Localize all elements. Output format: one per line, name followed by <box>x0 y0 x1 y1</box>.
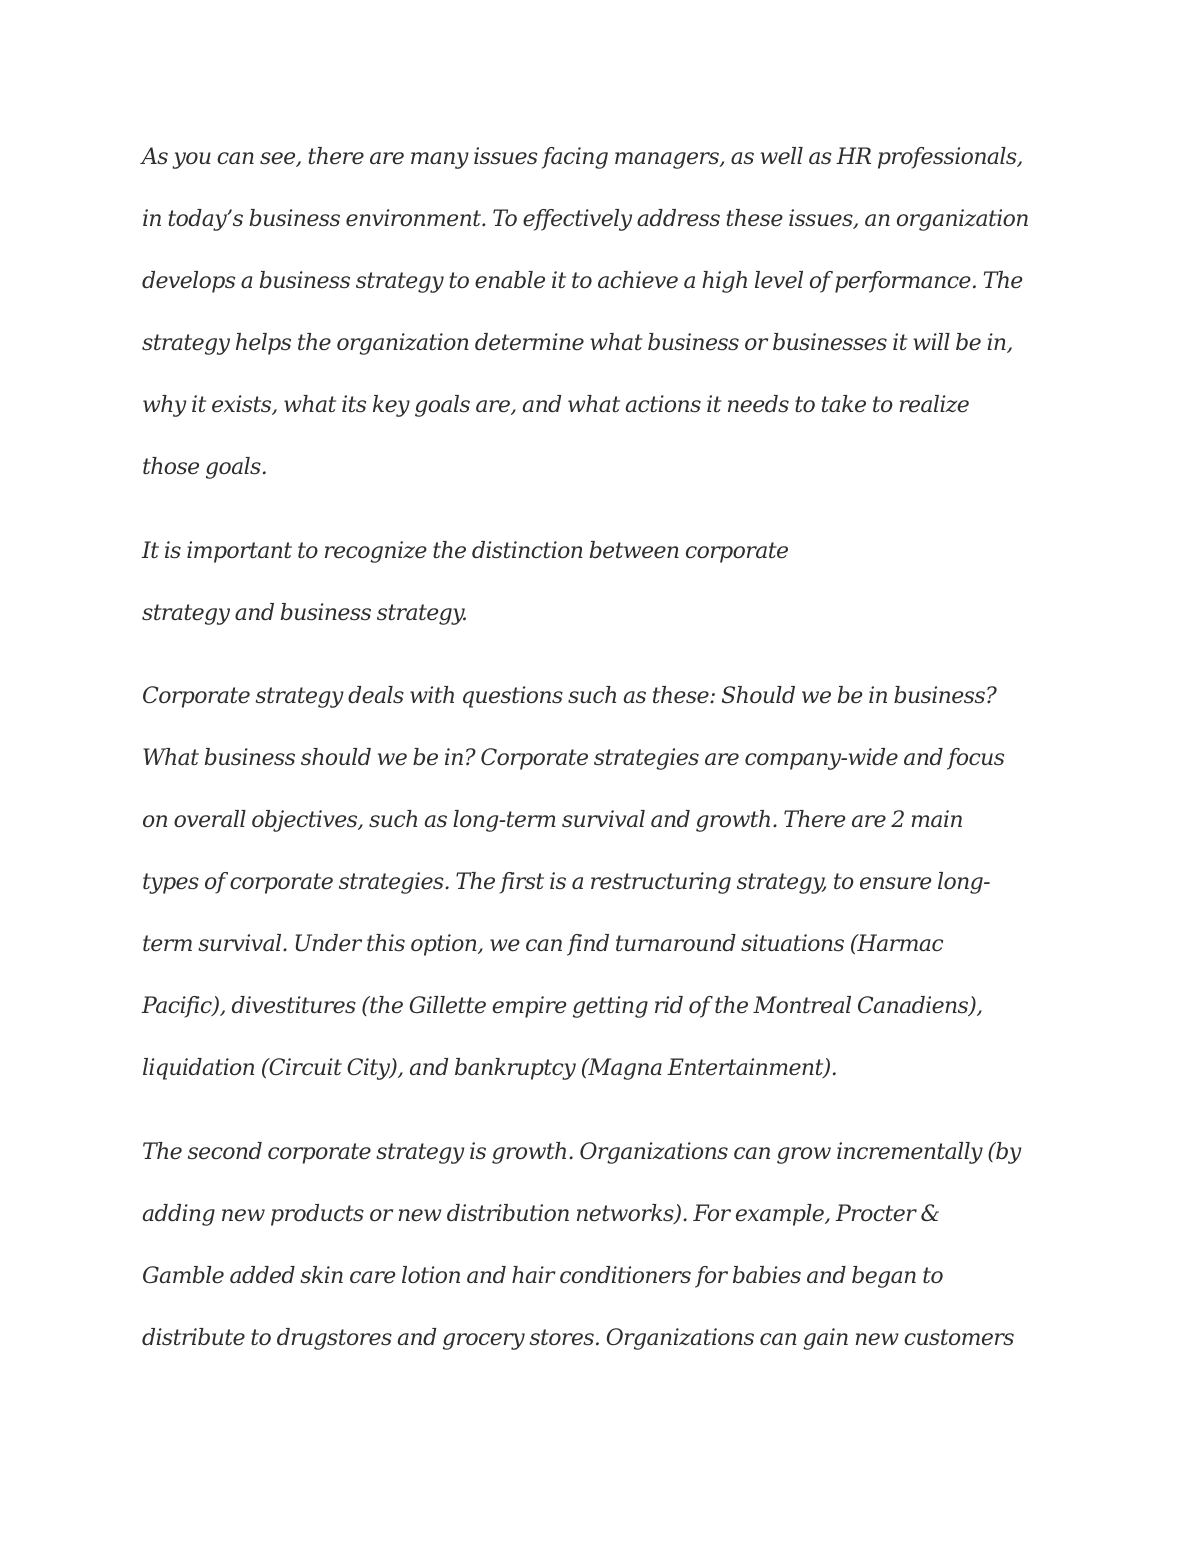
paragraph-distinction <box>142 521 1072 645</box>
paragraph-line: why it exists, what its key goals are, and what actions it needs to take to realize <box>142 393 970 418</box>
paragraph-line: What business should we be in? Corporate strategies are company-wide and focus <box>142 746 1005 771</box>
paragraph-line: Pacific), divestitures (the Gillette empire getting rid of the Montreal Canadiens), <box>142 994 983 1019</box>
paragraph-line: Corporate strategy deals with questions such as these: Should we be in business? <box>142 684 997 709</box>
paragraph-line: distribute to drugstores and grocery stores. Organizations can gain new customers <box>142 1326 1014 1351</box>
paragraph-line: adding new products or new distribution networks). For example, Procter & <box>142 1202 940 1227</box>
paragraph-line: in today’s business environment. To effectively address these issues, an organization <box>142 207 1029 232</box>
paragraph-line: strategy helps the organization determine what business or businesses it will be in, <box>142 331 1013 356</box>
paragraph-issues <box>142 127 1072 499</box>
paragraph-line: develops a business strategy to enable it to achieve a high level of performance. The <box>142 269 1023 294</box>
paragraph-line: It is important to recognize the distinction between corporate <box>142 539 789 564</box>
paragraph-line: The second corporate strategy is growth. Organizations can grow incrementally (by <box>142 1140 1021 1165</box>
paragraph-line: term survival. Under this option, we can find turnaround situations (Harmac <box>142 932 944 957</box>
paragraph-line: Gamble added skin care lotion and hair conditioners for babies and began to <box>142 1264 944 1289</box>
paragraph-line: types of corporate strategies. The first is a restructuring strategy, to ensure long- <box>142 870 990 895</box>
paragraph-line: on overall objectives, such as long-term survival and growth. There are 2 main <box>142 808 963 833</box>
paragraph-growth-strategy <box>142 1122 1072 1370</box>
paragraph-line: As you can see, there are many issues facing managers, as well as HR professionals, <box>142 145 1023 170</box>
paragraph-line: strategy and business strategy. <box>142 601 468 626</box>
paragraph-line: those goals. <box>142 455 268 480</box>
paragraph-corporate-strategy <box>142 666 1072 1100</box>
paragraph-line: liquidation (Circuit City), and bankruptcy (Magna Entertainment). <box>142 1056 838 1081</box>
